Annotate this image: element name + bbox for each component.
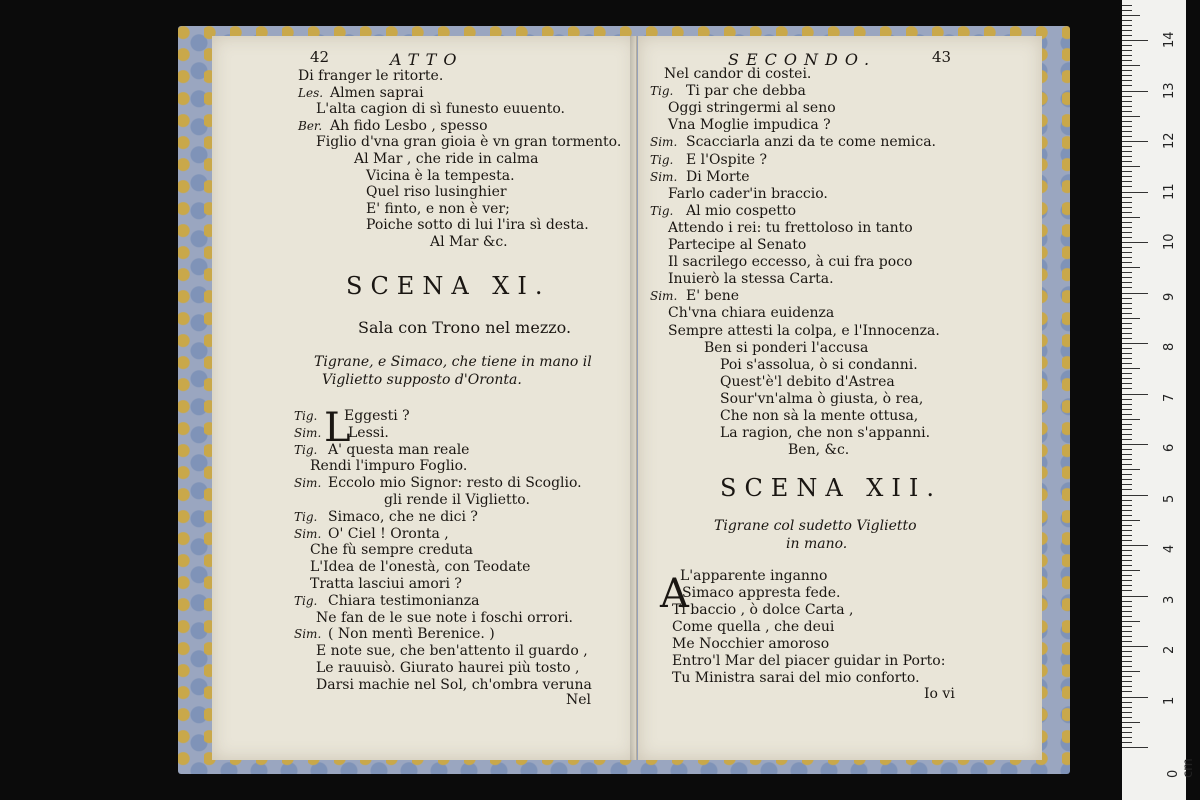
ruler-tick [1122,505,1132,506]
ruler-tick [1122,444,1148,445]
ruler-tick [1122,353,1132,354]
ruler-number: 4 [1162,544,1177,553]
drop-cap: L [324,405,351,451]
verse-line: A' questa man reale [328,441,470,458]
page-number: 42 [310,48,330,66]
verse-line: Sempre attesti la colpa, e l'Innocenza. [668,322,940,339]
speaker-label: Tig. [650,152,674,167]
stage-direction: in mano. [786,536,848,552]
ruler-tick [1122,323,1132,324]
ruler-tick [1122,580,1132,581]
verse-line: Ti baccio , ò dolce Carta , [672,602,854,618]
ruler-tick [1122,186,1132,187]
ruler-tick [1122,590,1132,591]
ruler-tick [1122,65,1140,66]
ruler-tick [1122,212,1132,213]
ruler-tick [1122,348,1132,349]
ruler-tick [1122,181,1132,182]
ruler-tick [1122,313,1132,314]
ruler-tick [1122,596,1148,597]
ruler-tick [1122,197,1132,198]
verse-line: Nel candor di costei. [664,66,812,82]
verse-line: Ch'vna chiara euidenza [668,305,835,322]
ruler-tick [1122,308,1132,309]
ruler-tick [1122,666,1132,667]
ruler-tick [1122,479,1132,480]
ruler-tick [1122,217,1140,218]
ruler-tick [1122,535,1132,536]
ruler-number: 7 [1162,393,1177,402]
ruler-tick [1122,50,1132,51]
ruler-tick [1122,293,1148,294]
ruler-tick [1122,545,1148,546]
verse-line: Eggesti ? [344,408,410,424]
ruler-tick [1122,676,1132,677]
verse-line: Darsi machie nel Sol, ch'ombra veruna [316,676,592,693]
ruler-tick [1122,409,1132,410]
verse-line: gli rende il Viglietto. [384,492,530,508]
speaker-label: Tig. [294,409,318,423]
verse-line: Di franger le ritorte. [298,68,444,84]
ruler-tick [1122,656,1132,657]
speaker-label: Tig. [294,442,318,457]
ruler-tick [1122,30,1132,31]
ruler-tick [1122,570,1140,571]
verse-line: Oggi stringermi al seno [668,100,836,117]
ruler-tick [1122,111,1132,112]
ruler-number: 8 [1162,342,1177,351]
measurement-ruler [1122,0,1196,800]
ruler-tick [1122,404,1132,405]
verse-line: Inuierò la stessa Carta. [668,271,834,288]
ruler-tick [1122,449,1132,450]
page-number: 43 [932,48,952,66]
ruler-tick [1122,207,1132,208]
ruler-tick [1122,176,1132,177]
ruler-tick [1122,651,1132,652]
verse-line: Ben si ponderi l'accusa [704,339,869,356]
ruler-tick [1122,91,1148,92]
ruler-tick [1122,237,1132,238]
ruler-tick [1122,434,1132,435]
verse-line: Rendi l'impuro Foglio. [310,458,468,475]
verse-line: Lessi. [348,424,389,441]
ruler-number: 2 [1162,645,1177,654]
ruler-tick [1122,10,1132,11]
verse-line: L'Idea de l'onestà, con Teodate [310,559,531,576]
verse-line: Ne fan de le sue note i foschi orrori. [316,609,574,626]
ruler-tick [1122,631,1132,632]
ruler-tick [1122,712,1132,713]
ruler-tick [1122,732,1132,733]
verse-line: Al mio cospetto [686,202,797,219]
ruler-tick [1122,287,1132,288]
ruler-tick [1122,85,1132,86]
ruler-tick [1122,40,1148,41]
speaker-label: Tig. [294,509,318,524]
verse-line: Al Mar &c. [430,234,508,250]
ruler-tick [1122,363,1132,364]
verse-line: E' finto, e non è ver; [366,200,510,217]
scene-title: SCENA XII. [720,474,942,502]
ruler-tick [1122,530,1132,531]
running-head: SECONDO. [728,50,877,69]
verse-line: Poi s'assolua, ò si condanni. [720,356,918,373]
ruler-tick [1122,388,1132,389]
ruler-tick [1122,15,1140,16]
verse-line: E' bene [686,288,740,305]
ruler-tick [1122,75,1132,76]
ruler-tick [1122,626,1132,627]
verse-line: Ti par che debba [686,83,806,100]
ruler-number: 6 [1162,443,1177,452]
ruler-tick [1122,707,1132,708]
speaker-label: Sim. [650,135,678,150]
ruler-tick [1122,35,1132,36]
ruler-tick [1122,500,1132,501]
ruler-tick [1122,540,1132,541]
verse-line: Come quella , che deui [672,619,835,635]
verse-line: Simaco, che ne dici ? [328,508,478,525]
ruler-tick [1122,691,1132,692]
speaker-label: Tig. [650,84,674,99]
ruler-tick [1122,126,1132,127]
ruler-tick [1122,373,1132,374]
verse-line: Poiche sotto di lui l'ira sì desta. [366,217,589,234]
ruler-tick [1122,641,1132,642]
stage-direction: Tigrane col sudetto Viglietto [714,518,917,534]
verse-line: Me Nocchier amoroso [672,636,830,652]
ruler-tick [1122,5,1132,6]
ruler-tick [1122,70,1132,71]
ruler-tick [1122,611,1132,612]
verse-line: Vicina è la tempesta. [366,167,515,184]
ruler-tick [1122,252,1132,253]
speaker-label: Tig. [650,203,674,218]
ruler-tick [1122,424,1132,425]
ruler-tick [1122,136,1132,137]
verse-line: Quel riso lusinghier [366,184,507,201]
ruler-tick [1122,747,1148,748]
ruler-tick [1122,232,1132,233]
ruler-tick [1122,121,1132,122]
ruler-tick [1122,737,1132,738]
verse-line: Vna Moglie impudica ? [668,117,831,134]
speaker-label: Sim. [650,289,678,304]
ruler-tick [1122,267,1140,268]
ruler-tick [1122,459,1132,460]
speaker-label: Sim. [294,627,322,642]
verse-line: Che fù sempre creduta [310,542,474,559]
ruler-tick [1122,727,1132,728]
ruler-tick [1122,166,1140,167]
ruler-tick [1122,484,1132,485]
ruler-tick [1122,262,1132,263]
ruler-number: 9 [1162,292,1177,301]
ruler-tick [1122,520,1140,521]
verse-line: Al Mar , che ride in calma [354,151,539,167]
ruler-tick [1122,358,1132,359]
ruler-tick [1122,555,1132,556]
verse-line: Il sacrilego eccesso, à cui fra poco [668,254,913,271]
ruler-number: 3 [1162,595,1177,604]
verse-line: Tu Ministra sarai del mio conforto. [672,670,920,686]
ruler-tick [1122,616,1132,617]
ruler-tick [1122,343,1148,344]
ruler-tick [1122,515,1132,516]
ruler-tick [1122,414,1132,415]
ruler-tick [1122,671,1140,672]
ruler-tick [1122,161,1132,162]
verse-line: Quest'è'l debito d'Astrea [720,373,895,390]
ruler-tick [1122,489,1132,490]
ruler-tick [1122,156,1132,157]
ruler-tick [1122,328,1132,329]
ruler-number: 10 [1162,233,1177,250]
ruler-unit: 0 cm [1166,758,1196,778]
ruler-tick [1122,277,1132,278]
verse-line: ( Non mentì Berenice. ) [328,626,495,643]
ruler-tick [1122,510,1132,511]
ruler-tick [1122,621,1140,622]
ruler-tick [1122,303,1132,304]
ruler-tick [1122,383,1132,384]
stage-direction: Tigrane, e Simaco, che tiene in mano il [314,354,592,370]
verse-line: Entro'l Mar del piacer guidar in Porto: [672,653,946,669]
ruler-tick [1122,368,1140,369]
ruler-tick [1122,96,1132,97]
ruler-tick [1122,45,1132,46]
speaker-label: Sim. [650,169,678,184]
ruler-tick [1122,282,1132,283]
ruler-tick [1122,25,1132,26]
ruler-number: 13 [1162,81,1177,99]
catchword: Io vi [924,686,955,702]
ruler-tick [1122,742,1132,743]
verse-line: Tratta lasciui amori ? [310,576,462,592]
ruler-tick [1122,474,1132,475]
verse-line: E note sue, che ben'attento il guardo , [316,643,588,660]
ruler-tick [1122,636,1132,637]
ruler-tick [1122,399,1132,400]
ruler-tick [1122,131,1132,132]
ruler-tick [1122,646,1148,647]
ruler-tick [1122,151,1132,152]
ruler-tick [1122,106,1132,107]
verse-line: L'alta cagion di sì funesto euuento. [316,101,565,118]
ruler-tick [1122,318,1140,319]
ruler-tick [1122,585,1132,586]
verse-line: Che non sà la mente ottusa, [720,408,919,424]
ruler-tick [1122,116,1140,117]
scene-title: SCENA XI. [346,272,551,300]
verse-line: Sour'vn'alma ò giusta, ò rea, [720,390,924,407]
ruler-tick [1122,272,1132,273]
ruler-tick [1122,141,1148,142]
verse-line: Partecipe al Senato [668,237,807,253]
ruler-tick [1122,550,1132,551]
ruler-tick [1122,202,1132,203]
ruler-tick [1122,606,1132,607]
verse-line: La ragion, che non s'appanni. [720,425,931,442]
ruler-tick [1122,60,1132,61]
verse-line: Ah fido Lesbo , spesso [330,117,488,134]
ruler-tick [1122,333,1132,334]
ruler-tick [1122,146,1132,147]
verse-line: E l'Ospite ? [686,151,767,168]
ruler-tick [1122,55,1132,56]
ruler-number: 5 [1162,494,1177,503]
verse-line: Di Morte [686,168,750,185]
verse-line: Figlio d'vna gran gioia è vn gran tormento. [316,134,622,151]
catchword: Nel [566,692,592,708]
ruler-tick [1122,565,1132,566]
ruler-tick [1122,80,1132,81]
ruler-tick [1122,697,1148,698]
speaker-label: Sim. [294,425,322,440]
verse-line: Chiara testimonianza [328,592,480,609]
ruler-tick [1122,298,1132,299]
ruler-tick [1122,429,1132,430]
ruler-tick [1122,495,1148,496]
verse-line: Ben, &c. [788,442,850,459]
ruler-number: 12 [1162,132,1177,149]
ruler-tick [1122,101,1132,102]
ruler-tick [1122,454,1132,455]
ruler-tick [1122,717,1132,718]
ruler-tick [1122,525,1132,526]
running-head: ATTO [390,50,464,69]
speaker-label: Sim. [294,476,322,491]
ruler-number: 14 [1162,31,1177,48]
ruler-tick [1122,242,1148,243]
ruler-number: 11 [1162,182,1177,200]
ruler-tick [1122,560,1132,561]
ruler-tick [1122,247,1132,248]
verse-line: Almen saprai [330,84,424,101]
ruler-tick [1122,222,1132,223]
ruler-tick [1122,378,1132,379]
left-page [212,36,637,760]
stage-direction: Viglietto supposto d'Oronta. [322,372,522,388]
right-page [638,36,1042,760]
speaker-label: Les. [298,85,324,100]
ruler-tick [1122,439,1132,440]
ruler-tick [1122,338,1132,339]
ruler-tick [1122,722,1140,723]
ruler-tick [1122,686,1132,687]
verse-line: Farlo cader'in braccio. [668,185,828,202]
verse-line: L'apparente inganno [680,568,828,584]
ruler-tick [1122,419,1140,420]
ruler-number: 1 [1162,696,1177,705]
ruler-tick [1122,227,1132,228]
speaker-label: Tig. [294,593,318,608]
ruler-tick [1122,469,1140,470]
ruler-tick [1122,681,1132,682]
ruler-tick [1122,661,1132,662]
drop-cap: A [660,571,689,617]
ruler-tick [1122,20,1132,21]
speaker-label: Ber. [298,118,323,133]
ruler-tick [1122,394,1148,395]
scene-setting: Sala con Trono nel mezzo. [358,318,572,337]
ruler-tick [1122,601,1132,602]
ruler-tick [1122,464,1132,465]
verse-line: Scacciarla anzi da te come nemica. [686,134,937,151]
verse-line: Eccolo mio Signor: resto di Scoglio. [328,475,582,492]
speaker-label: Sim. [294,526,322,541]
ruler-tick [1122,192,1148,193]
ruler-tick [1122,702,1132,703]
verse-line: Le rauuisò. Giurato haurei più tosto , [316,660,580,676]
verse-line: Simaco appresta fede. [682,585,841,601]
ruler-tick [1122,257,1132,258]
ruler-tick [1122,171,1132,172]
verse-line: Attendo i rei: tu frettoloso in tanto [668,219,913,236]
verse-line: O' Ciel ! Oronta , [328,525,449,542]
ruler-tick [1122,575,1132,576]
